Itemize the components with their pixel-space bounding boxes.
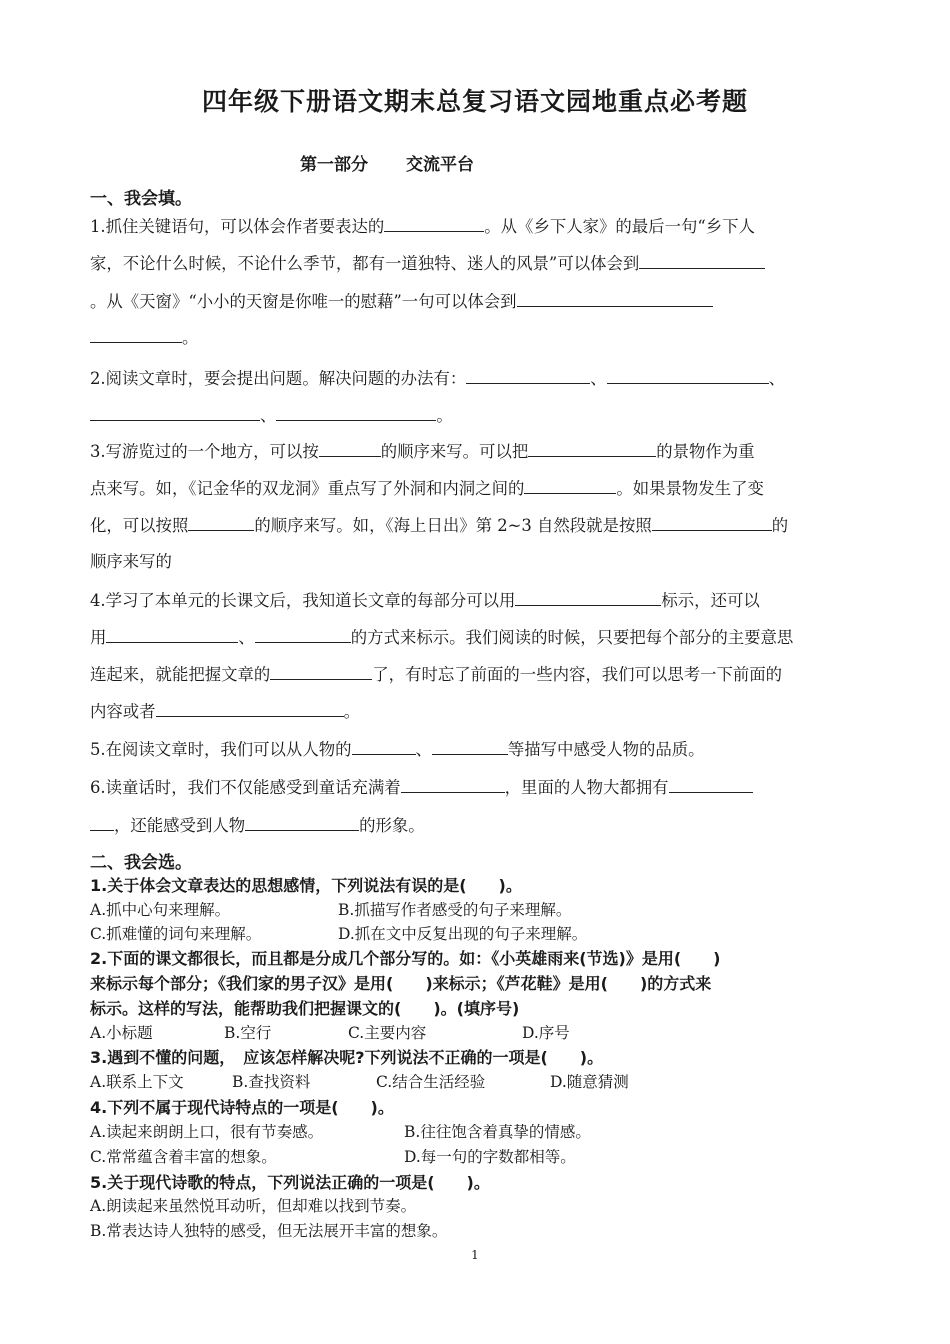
answer-blank[interactable] [276,404,436,421]
choice-option[interactable]: B.常表达诗人独特的感受，但无法展开丰富的想象。 [90,1222,448,1240]
part-heading [300,150,474,175]
fill-line: 点来写。如，《记金华的双龙洞》重点写了外洞和内洞之间的 。如果景物发生了变 [90,479,764,498]
fill-line: 。 [90,324,198,348]
answer-blank[interactable] [515,589,661,606]
answer-blank[interactable] [652,514,772,531]
fill-line: 。从《天窗》“小小的天窗是你唯一的慰藉”一句可以体会到 [90,288,713,312]
section-choose-heading: 二、我会选。 [90,853,192,873]
fill-line: 内容或者 。 [90,702,360,721]
choice-option[interactable]: C.抓难懂的词句来理解。 [90,925,262,943]
fill-line: 连起来，就能把握文章的 了，有时忘了前面的一些内容，我们可以思考一下前面的 [90,665,783,684]
fill-line: 化，可以按照 的顺序来写。如，《海上日出》第 2~3 自然段就是按照 的 [90,516,789,535]
answer-blank[interactable] [432,738,508,755]
answer-blank[interactable] [90,404,260,421]
answer-blank[interactable] [90,326,182,343]
answer-blank[interactable] [90,814,114,831]
choice-option[interactable]: B.抓描写作者感受的句子来理解。 [338,901,572,919]
fill-line: 、 。 [90,402,453,426]
fill-line: 6.读童话时，我们不仅能感受到童话充满着 ，里面的人物大都拥有 [90,774,753,798]
choice-question: 来标示每个部分；《我们家的男子汉》是用( )来标示；《芦花鞋》是用( )的方式来 [90,974,712,993]
answer-blank[interactable] [188,514,254,531]
choice-question: 4.下列不属于现代诗特点的一项是( )。 [90,1098,394,1117]
choice-option[interactable]: A.小标题 [90,1024,153,1042]
choice-option[interactable]: C.主要内容 [348,1024,427,1042]
answer-blank[interactable] [607,367,769,384]
fill-line: 4.学习了本单元的长课文后，我知道长文章的每部分可以用 标示，还可以 [90,591,760,610]
fill-line: 1.抓住关键语句，可以体会作者要表达的 。从《乡下人家》的最后一句“乡下人 [90,217,755,236]
answer-blank[interactable] [352,738,416,755]
fill-line: 家，不论什么时候，不论什么季节，都有一道独特、迷人的风景”可以体会到 [90,250,765,274]
section-fill-heading: 一、我会填。 [90,189,192,209]
answer-blank[interactable] [245,814,359,831]
fill-line: ，还能感受到人物 的形象。 [90,812,425,836]
choice-question: 标示。这样的写法，能帮助我们把握课文的( )。(填序号) [90,999,520,1018]
choice-option[interactable]: C.结合生活经验 [376,1073,486,1091]
choice-option[interactable]: D.每一句的字数都相等。 [404,1148,576,1166]
answer-blank[interactable] [524,477,616,494]
choice-question: 1.关于体会文章表达的思想感情，下列说法有误的是( )。 [90,876,522,895]
choice-option[interactable]: A.朗读起来虽然悦耳动听，但却难以找到节奏。 [90,1197,417,1215]
fill-line: 5.在阅读文章时，我们可以从人物的 、 等描写中感受人物的品质。 [90,740,705,759]
page-number: 1 [471,1248,479,1262]
fill-line: 2.阅读文章时，要会提出问题。解决问题的办法有： 、 、 [90,369,786,388]
choice-option[interactable]: A.联系上下文 [90,1073,184,1091]
fill-line: 3.写游览过的一个地方，可以按 的顺序来写。可以把 的景物作为重 [90,442,755,461]
answer-blank[interactable] [384,215,484,232]
answer-blank[interactable] [639,252,765,269]
answer-blank[interactable] [319,440,381,457]
answer-blank[interactable] [669,776,753,793]
choice-question: 2.下面的课文都很长，而且都是分成几个部分写的。如：《小英雄雨来(节选)》是用( ) [90,949,721,968]
choice-option[interactable]: B.往往饱含着真挚的情感。 [404,1123,591,1141]
answer-blank[interactable] [106,626,238,643]
answer-blank[interactable] [401,776,505,793]
choice-option[interactable]: A.读起来朗朗上口，很有节奏感。 [90,1123,324,1141]
answer-blank[interactable] [156,700,344,717]
fill-line: 顺序来写的 [90,552,172,571]
choice-question: 5.关于现代诗歌的特点，下列说法正确的一项是( )。 [90,1173,490,1192]
choice-option[interactable]: B.空行 [224,1024,272,1042]
answer-blank[interactable] [255,626,351,643]
choice-option[interactable]: D.序号 [522,1024,570,1042]
choice-option[interactable]: C.常常蕴含着丰富的想象。 [90,1148,277,1166]
choice-option[interactable]: A.抓中心句来理解。 [90,901,231,919]
choice-question: 3.遇到不懂的问题， 应该怎样解决呢?下列说法不正确的一项是( )。 [90,1048,604,1067]
page-title: 四年级下册语文期末总复习语文园地重点必考题 [201,87,748,116]
answer-blank[interactable] [270,663,372,680]
answer-blank[interactable] [466,367,590,384]
part-topic: 交流平台 [406,155,474,175]
part-name: 第一部分 [300,155,368,175]
answer-blank[interactable] [528,440,656,457]
choice-option[interactable]: B.查找资料 [232,1073,311,1091]
answer-blank[interactable] [517,290,713,307]
fill-line: 用 、 的方式来标示。我们阅读的时候，只要把每个部分的主要意思 [90,628,794,647]
choice-option[interactable]: D.随意猜测 [550,1073,629,1091]
choice-option[interactable]: D.抓在文中反复出现的句子来理解。 [338,925,588,943]
